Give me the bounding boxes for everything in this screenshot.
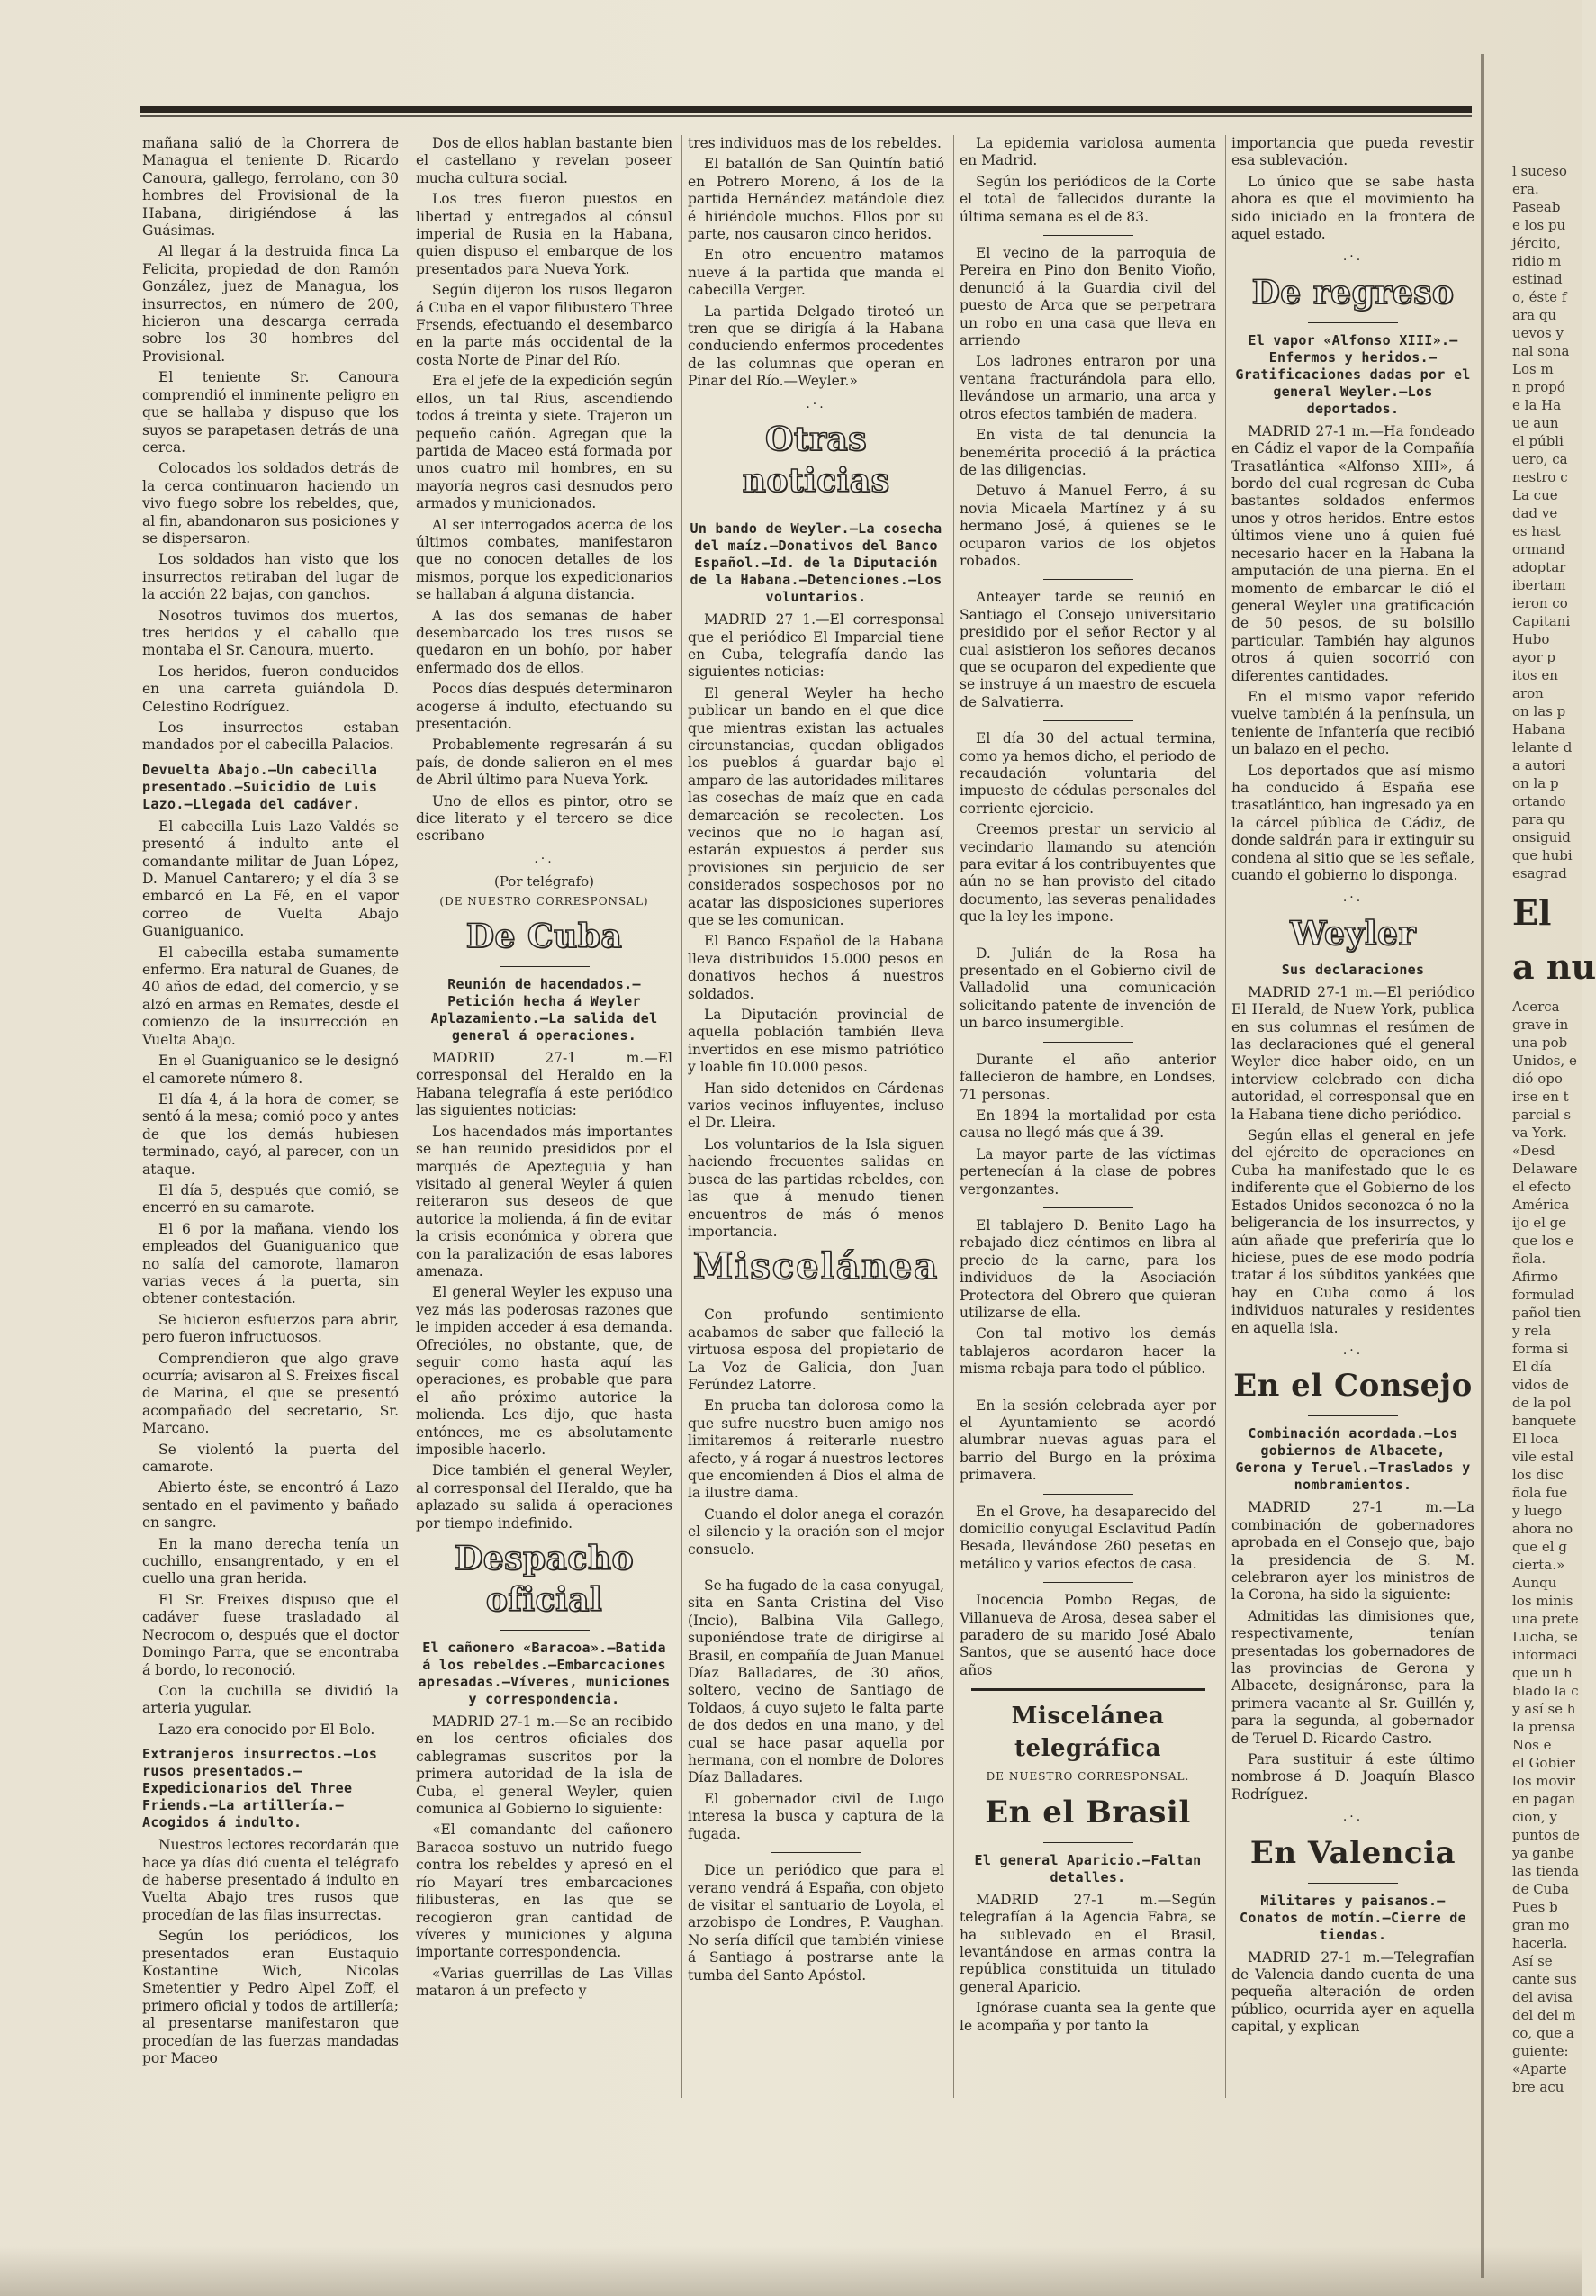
paragraph: «Varias guerrillas de Las Villas mataron á un prefecto y — [416, 1965, 672, 2000]
rule — [971, 1688, 1205, 1691]
page-bottom-shadow — [0, 2246, 1582, 2296]
strip-line: el efecto — [1512, 1179, 1572, 1195]
strip-line: banquete — [1512, 1413, 1577, 1429]
section-heading: En el Brasil — [985, 1794, 1191, 1830]
paragraph: Uno de ellos es pintor, otro se dice literato y el tercero se dice escribano — [416, 792, 672, 845]
rule — [1043, 579, 1133, 580]
paragraph: Abierto éste, se encontró á Lazo sentado en el pavimento y bañado en sangre. — [142, 1479, 399, 1532]
section-heading: Otras noticias — [742, 420, 890, 501]
subheading: El general Aparicio.—Faltan detalles. — [974, 1851, 1202, 1885]
paragraph: El vecino de la parroquia de Pereira en Pino don Benito Vioño, denunció á la Guardia civil del puesto de Arca que se perpetrara un robo en una casa que lleva en arriendo — [960, 245, 1216, 349]
paragraph: Se violentó la puerta del camarote. — [142, 1441, 399, 1476]
section-heading: Despacho oficial — [455, 1540, 634, 1620]
strip-line: ñola fue — [1512, 1485, 1568, 1501]
strip-line: on las p — [1512, 703, 1566, 719]
strip-line: ortando — [1512, 793, 1566, 809]
column-divider — [1225, 135, 1226, 2098]
strip-line: Acerca — [1512, 999, 1560, 1015]
paragraph: En otro encuentro matamos nueve á la partida que manda el cabecilla Verger. — [688, 247, 944, 299]
strip-line: y así se h — [1512, 1701, 1576, 1717]
paragraph: D. Julián de la Rosa ha presentado en el Gobierno civil de Valladolid una comunicación solicitando patente de invención de un barco insumergible. — [960, 945, 1216, 1032]
strip-line: e los pu — [1512, 217, 1566, 233]
strip-line: irse en t — [1512, 1089, 1569, 1105]
paragraph: En la sesión celebrada ayer por el Ayuntamiento se acordó alumbrar nuevas aguas para el barrio del Burgo en la próxima primavera. — [960, 1397, 1216, 1484]
paragraph: MADRID 27-1 m.—El periódico El Herald, de Nuew York, publica en sus columnas el resúmen de las declaraciones qué el general Weyler dice haber oido, en un interview celebrado con dicha autoridad, el corresponsal que en la Habana tiene dicho periódico. — [1231, 983, 1474, 1123]
ornament-separator: .·. — [534, 851, 555, 866]
strip-line: ayor p — [1512, 649, 1555, 665]
paragraph: La Diputación provincial de aquella población también lleva invertidos en ese mismo patriótico y loable fin 10.000 pesos. — [688, 1007, 944, 1076]
strip-line: itos en — [1512, 667, 1558, 683]
paragraph: Inocencia Pombo Regas, de Villanueva de Arosa, desea saber el paradero de su marido José Abalo Santos, que se ausentó hace doce años — [960, 1592, 1216, 1678]
strip-line: ara qu — [1512, 307, 1557, 323]
paragraph: El día 5, después que comió, se encerró en su camarote. — [142, 1181, 399, 1216]
strip-line: Nos e — [1512, 1737, 1552, 1753]
strip-line: vidos de — [1512, 1377, 1569, 1393]
paragraph: MADRID 27-1 m.—Según telegrafían á la Agencia Fabra, se ha sublevado en el Brasil, levantándose en armas contra la república constituida un titulado general Aparicio. — [960, 1891, 1216, 1995]
strip-line: ibertam — [1512, 577, 1566, 593]
paragraph: El tablajero D. Benito Lago ha rebajado diez céntimos en libra al precio de la carne, para los individuos de la Asociación Protectora del Obrero que quieran utilizarse de ella. — [960, 1216, 1216, 1321]
paragraph: Probablemente regresarán á su país, de donde salieron en el mes de Abril último para Nueva York. — [416, 737, 672, 789]
section-heading: De regreso — [1251, 273, 1455, 312]
correspondent-label: DE NUESTRO CORRESPONSAL. — [986, 1770, 1190, 1784]
paragraph: «El comandante del cañonero Baracoa sostuvo un nutrido fuego contra los rebeldes y apresó en el río Mayarí tres embarcaciones filibusteras, en las que se recogieron gran cantidad de víveres y municiones y alguna importante correspondencia. — [416, 1821, 672, 1961]
subheading: Devuelta Abajo.—Un cabecilla presentado.—Suicidio de Luis Lazo.—Llegada del cadáver. — [142, 761, 378, 812]
paragraph: Según ellas el general en jefe del ejército de operaciones en Cuba ha manifestado que le es indiferente que el Gobierno de los Estados Unidos seconozca ó no la beligerancia de los insurrectos, y aún añade que preferiría que lo hiciese, pues de ese modo podría tratar á los súbditos yankées que hay en Cuba como á los individuos naturales y residentes en aquella isla. — [1231, 1127, 1474, 1336]
strip-line: y luego — [1512, 1503, 1563, 1519]
paragraph: MADRID 27-1 m.—Se an recibido en los centros oficiales dos cablegramas suscritos por la primera autoridad de la isla de Cuba, el general Weyler, quien comunica al Gobierno lo siguiente: — [416, 1713, 672, 1818]
strip-line: Afirmo — [1512, 1269, 1558, 1285]
rule — [500, 1630, 590, 1631]
paragraph: El general Weyler les expuso una vez más las poderosas razones que le impiden acceder á esa demanda. Ofrecióles, no obstante, que, de seguir como hasta aquí las operaciones, es probable que para el año próximo autorice la molienda. Les dijo, que hasta entónces, me es absolutamente imposible hacerlo. — [416, 1284, 672, 1458]
strip-line: adoptar — [1512, 559, 1566, 575]
paragraph: La epidemia variolosa aumenta en Madrid. — [960, 135, 1216, 169]
column-3 — [688, 135, 944, 2098]
paragraph: La mayor parte de las víctimas pertenecían á la clase de pobres vergonzantes. — [960, 1145, 1216, 1198]
paragraph: En 1894 la mortalidad por esta causa no llegó más que á 39. — [960, 1107, 1216, 1142]
paragraph: Según los periódicos, los presentados eran Eustaquio Kostantine Wich, Nicolas Smetentier y Pedro Alpel Zoff, el primero oficial y todos de artillería; al presentarse manifestaron que procedían de las fuerzas mandadas por Maceo — [142, 1928, 399, 2066]
paragraph: Dice un periódico que para el verano vendrá á España, con objeto de visitar el santuario de Loyola, el arzobispo de Londres, P. Vaughan. No sería difícil que también viniese á Santiago á postrarse ante la tumba del Santo Apóstol. — [688, 1862, 944, 1984]
paragraph: El cabecilla estaba sumamente enfermo. Era natural de Guanes, de 40 años de edad, del comercio, y se alzó en armas en Remates, desde el comienzo de la insurrección en Vuelta Abajo. — [142, 944, 399, 1048]
paragraph: Durante el año anterior fallecieron de hambre, en Londses, 71 personas. — [960, 1051, 1216, 1103]
paragraph: El cabecilla Luis Lazo Valdés se presentó á indulto ante el comandante militar de Juan López, D. Manuel Cantarero; y el día 3 se embarcó en La Fé, en el vapor correo de Vuelta Abajo Guaniguanico. — [142, 818, 399, 940]
strip-line: dad ve — [1512, 505, 1558, 521]
strip-line: cierta.» — [1512, 1557, 1565, 1573]
strip-line: guiente: — [1512, 2043, 1569, 2059]
paragraph: Nosotros tuvimos dos muertos, tres heridos y el caballo que montaba el Sr. Canoura, muerto. — [142, 607, 399, 659]
paragraph: Los insurrectos estaban mandados por el cabecilla Palacios. — [142, 719, 399, 754]
strip-line: uevos y — [1512, 325, 1564, 341]
paragraph: Lazo era conocido por El Bolo. — [158, 1721, 375, 1738]
column-2 — [416, 135, 672, 2098]
ornament-separator: .·. — [1342, 249, 1364, 265]
section-heading: Miscelánea telegráfica — [1011, 1703, 1165, 1763]
paragraph: Con tal motivo los demás tablajeros acordaron hacer la misma rebaja para todo el público. — [960, 1325, 1216, 1378]
column-divider — [953, 135, 954, 2098]
subheading: El vapor «Alfonso XIII».—Enfermos y heridos.—Gratificaciones dadas por el general Weyler.—Los deportados. — [1235, 331, 1471, 417]
paragraph: Al ser interrogados acerca de los últimos combates, manifestaron que no conocen detalles de los mismos, porque los expedicionarios se hallaban á alguna distancia. — [416, 516, 672, 603]
strip-line: jército, — [1512, 235, 1561, 251]
section-heading: En Valencia — [1249, 1834, 1456, 1871]
rule — [1308, 322, 1398, 323]
strip-line: ieron co — [1512, 595, 1568, 611]
ornament-separator: .·. — [1342, 890, 1364, 906]
strip-line: grave in — [1512, 1017, 1569, 1033]
paragraph: Los voluntarios de la Isla siguen haciendo frecuentes salidas en busca de las partidas rebeldes, con las que á menudo tienen encuentros de más ó menos importancia. — [688, 1135, 944, 1240]
paragraph: Anteayer tarde se reunió en Santiago el Consejo universitario presidido por el señor Rector y al cual asistieron los señores decanos que se ocuparon del expediente que se instruye á un maestro de escuela de Salvatierra. — [960, 589, 1216, 710]
strip-line: n propó — [1512, 379, 1565, 395]
strip-line: vile estal — [1512, 1449, 1574, 1465]
paragraph: El batallón de San Quintín batió en Potrero Moreno, á los de la partida Hernández matándole diez é hiriéndole muchos. Ellos por su parte, nos causaron cinco heridos. — [688, 156, 944, 243]
paragraph: Se hicieron esfuerzos para abrir, pero fueron infructuosos. — [142, 1311, 399, 1346]
rule — [771, 1852, 861, 1853]
strip-line: que hubi — [1512, 847, 1573, 863]
strip-line: forma si — [1512, 1341, 1569, 1357]
strip-line: aron — [1512, 685, 1544, 701]
strip-line: gran mo — [1512, 1917, 1570, 1933]
strip-line: a autori — [1512, 757, 1566, 773]
paragraph: El Sr. Freixes dispuso que el cadáver fuese trasladado al Necrocom o, después que el doctor Domingo Parra, que se encontraba á bordo, lo reconoció. — [142, 1591, 399, 1678]
subheading: Combinación acordada.—Los gobiernos de Albacete, Gerona y Teruel.—Traslados y nombramientos. — [1235, 1425, 1471, 1494]
strip-line: ue aun — [1512, 415, 1559, 431]
paragraph: El día 30 del actual termina, como ya hemos dicho, el periodo de recaudación voluntaria del impuesto de cédulas personales del corriente ejercicio. — [960, 730, 1216, 817]
strip-line: bre acu — [1512, 2079, 1564, 2095]
strip-line: los disc — [1512, 1467, 1564, 1483]
paragraph: En el Guaniguanico se le designó el camorete número 8. — [142, 1053, 399, 1087]
strip-line: los movir — [1512, 1773, 1575, 1789]
paragraph: A las dos semanas de haber desembarcado los tres rusos se quedaron en un bohío, por haber enfermado dos de ellos. — [416, 607, 672, 676]
paragraph: Creemos prestar un servicio al vecindario llamando su atención para evitar á los contribuyentes que aún no se han provisto del citado documento, las severas penalidades que la ley les impone. — [960, 821, 1216, 926]
paragraph: Los tres fueron puestos en libertad y entregados al cónsul imperial de Rusia en la Habana, quien dispuso el embarque de los presentados para Nueva York. — [416, 191, 672, 277]
strip-line: estinad — [1512, 271, 1563, 287]
ornament-separator: .·. — [806, 396, 826, 411]
strip-line: las tienda — [1512, 1863, 1580, 1879]
strip-line: o, éste f — [1512, 289, 1567, 305]
strip-heading: a nu — [1512, 946, 1596, 987]
strip-line: El loca — [1512, 1431, 1559, 1447]
paragraph: importancia que pueda revestir esa sublevación. — [1231, 135, 1474, 169]
paragraph: Dos de ellos hablan bastante bien el castellano y revelan poseer mucha cultura social. — [416, 135, 672, 186]
strip-line: Lucha, se — [1512, 1629, 1578, 1645]
paragraph: Detuvo á Manuel Ferro, á su novia Micaela Martínez y á su hermano José, á quienes se le ocuparon varios de los objetos robados. — [960, 483, 1216, 569]
strip-lines — [1512, 162, 1582, 882]
strip-line: del avisa — [1512, 1989, 1573, 2005]
strip-line: parcial s — [1512, 1107, 1572, 1123]
paragraph: MADRID 27 1.—El corresponsal que el periódico El Imparcial tiene en Cuba, telegrafía dando las siguientes noticias: — [688, 611, 944, 681]
subheading: Militares y paisanos.—Conatos de motín.—Cierre de tiendas. — [1240, 1892, 1466, 1943]
rule — [1043, 1582, 1133, 1583]
adjacent-page-strip — [1512, 162, 1596, 2095]
strip-line: va York. — [1512, 1125, 1567, 1141]
paragraph: Pocos días después determinaron acogerse á indulto, efectuando su presentación. — [416, 681, 672, 732]
strip-line: onsiguid — [1512, 829, 1571, 845]
strip-line: ya ganbe — [1512, 1845, 1574, 1861]
paragraph: Los soldados han visto que los insurrectos retiraban del lugar de la acción 22 bajas, con ganchos. — [142, 551, 399, 603]
paragraph: Con profundo sentimiento acabamos de saber que falleció la virtuosa esposa del propietario de La Voz de Galicia, don Juan Ferúndez Latorre. — [688, 1306, 944, 1393]
paragraph: MADRID 27-1 m.—Ha fondeado en Cádiz el vapor de la Compañía Trasatlántica «Alfonso XIII», á bordo del cual regresan de Cuba bastantes soldados enfermos unos y otros heridos. Entre estos últimos viene uno á quien fué necesario hacer en la Habana la amputación de una pierna. En el momento de embarcar le dió el general Weyler una gratificación de 50 pesos, de su bolsillo particular. También hay algunos otros á quien socorrió con diferentes cantidades. — [1231, 422, 1474, 684]
subheading: Reunión de hacendados.—Petición hecha á Weyler Aplazamiento.—La salida del general á operaciones. — [430, 976, 658, 1044]
strip-line: e la Ha — [1512, 397, 1562, 413]
strip-line: una pob — [1512, 1035, 1568, 1051]
strip-line: on la p — [1512, 775, 1559, 791]
strip-line: que un h — [1512, 1665, 1573, 1681]
rule — [1308, 1415, 1398, 1416]
paragraph: MADRID 27-1 m.—Telegrafían de Valencia dando cuenta de una pequeña alteración de orden público, ocurrida ayer en aquella capital, y explican — [1231, 1948, 1474, 2036]
strip-line: es hast — [1512, 523, 1561, 539]
strip-line: hacerla. — [1512, 1935, 1568, 1951]
paragraph: mañana salió de la Chorrera de Managua el teniente D. Ricardo Canoura, gallego, ferrolano, con 30 hombres del Provisional de la Habana, dirigiéndose á las Guásimas. — [142, 135, 399, 240]
strip-line: nestro c — [1512, 469, 1568, 485]
paragraph: Se ha fugado de la casa conyugal, sita en Santa Cristina del Viso (Incio), Balbina Vila Gallego, suponiéndose trate de dirigirse al Brasil, en compañía de Juan Manuel Díaz Balladares, de 30 años, soltero, vecino de Santiago de Toldaos, á cuyo sujeto le falta parte de dos dedos en una mano, y del cual se hace pasar aquella por hermana, con el nombre de Dolores Díaz Balladares. — [688, 1577, 944, 1786]
strip-line: Unidos, e — [1512, 1053, 1577, 1069]
paragraph: Era el jefe de la expedición según ellos, un tal Rius, ascendiendo todos á treinta y siete. Trajeron un pequeño cañón. Agregan que la partida de Maceo está formada por unos cuatro mil hombres, en su mayoría negros casi desnudos pero armados y municionados. — [416, 373, 672, 512]
section-heading: De Cuba — [465, 917, 623, 956]
paragraph: Los hacendados más importantes se han reunido presididos por el marqués de Apezteguia y han visitado al general Weyler á quien reiteraron sus deseos de que autorice la molienda, á fin de evitar la crisis económica y obrera que con la paralización de esas labores amenaza. — [416, 1123, 672, 1279]
paragraph: Al llegar á la destruida finca La Felicita, propiedad de don Ramón González, juez de Managua, los insurrectos, en número de 200, hicieron una descarga cerrada sobre los 30 hombres del Provisional. — [142, 243, 399, 365]
strip-line: ahora no — [1512, 1521, 1573, 1537]
paragraph: Lo único que se sabe hasta ahora es que el movimiento ha sido iniciado en la frontera de aquel estado. — [1231, 173, 1474, 243]
paragraph: En la mano derecha tenía un cuchillo, ensangrentado, y en el cuello una gran herida. — [142, 1535, 399, 1587]
strip-line: cante sus — [1512, 1971, 1577, 1987]
paragraph: MADRID 27-1 m.—El corresponsal del Heraldo en la Habana telegrafía á este periódico las siguientes noticias: — [416, 1050, 672, 1119]
strip-line: Así se — [1512, 1953, 1553, 1969]
paragraph: La partida Delgado tiroteó un tren que se dirigía á la Habana conduciendo enfermos procedentes de las columnas que operan en Pinar del Río.—Weyler.» — [688, 303, 944, 390]
paragraph: Comprendieron que algo grave ocurría; avisaron al S. Freixes fiscal de Marina, el que se presentó acompañado del secretario, Sr. Marcano. — [142, 1350, 399, 1437]
strip-line: blado la c — [1512, 1683, 1579, 1699]
rule — [1043, 235, 1133, 236]
top-rule — [140, 106, 1472, 113]
paragraph: El Banco Español de la Habana lleva distribuidos 15.000 pesos en donativos hechos á nuestros soldados. — [688, 933, 944, 1002]
paragraph: Ignórase cuanta sea la gente que le acompaña y por tanto la — [960, 2000, 1216, 2034]
strip-line: el públi — [1512, 433, 1564, 449]
strip-line: ridio m — [1512, 253, 1562, 269]
paragraph: Para sustituir á este último nombrose á D. Joaquín Blasco Rodríguez. — [1231, 1751, 1474, 1803]
rule — [500, 966, 590, 967]
strip-line: ijo el ge — [1512, 1215, 1567, 1231]
rule — [1043, 1207, 1133, 1208]
paragraph: En el Grove, ha desaparecido del domicilio conyugal Esclavitud Padín Besada, llevándose 260 pesetas en metálico y varios efectos de casa. — [960, 1503, 1216, 1572]
column-1 — [142, 135, 399, 2098]
strip-line: pañol tien — [1512, 1305, 1582, 1321]
paragraph: El día 4, á la hora de comer, se sentó á la mesa; comió poco y antes de que los demás hubiesen terminado, cayó, al parecer, con un ataque. — [142, 1090, 399, 1178]
strip-line: Aunqu — [1512, 1575, 1557, 1591]
strip-line: que los e — [1512, 1233, 1574, 1249]
strip-line: «Desd — [1512, 1143, 1555, 1159]
paragraph: Según los periódicos de la Corte el total de fallecidos durante la última semana es el de 83. — [960, 173, 1216, 225]
strip-line: puntos de — [1512, 1827, 1580, 1843]
paragraph: Cuando el dolor anega el corazón el silencio y la oración son el mejor consuelo. — [688, 1505, 944, 1558]
ornament-separator: .·. — [1342, 1810, 1364, 1825]
column-divider — [681, 135, 682, 2098]
strip-line: nal sona — [1512, 343, 1570, 359]
strip-line: uero, ca — [1512, 451, 1568, 467]
strip-line: co, que a — [1512, 2025, 1574, 2041]
paragraph: Han sido detenidos en Cárdenas varios vecinos influyentes, incluso el Dr. Lleira. — [688, 1080, 944, 1132]
paragraph: En vista de tal denuncia la benemérita procedió á la práctica de las diligencias. — [960, 427, 1216, 478]
strip-line: Los m — [1512, 361, 1554, 377]
paragraph: Según dijeron los rusos llegaron á Cuba en el vapor filibustero Three Frsends, efectuando el desembarco en la parte más occidental de la costa Norte de Pinar del Río. — [416, 282, 672, 368]
strip-line: del del m — [1512, 2007, 1576, 2023]
strip-line: el Gobier — [1512, 1755, 1575, 1771]
strip-line: esagrad — [1512, 865, 1567, 881]
ornament-separator: .·. — [1342, 1342, 1364, 1358]
strip-line: de la pol — [1512, 1395, 1572, 1411]
strip-line: dió opo — [1512, 1071, 1563, 1087]
rule — [1043, 720, 1133, 721]
strip-line: una prete — [1512, 1611, 1579, 1627]
strip-lines — [1512, 998, 1582, 2096]
subheading: Un bando de Weyler.—La cosecha del maíz.—Donativos del Banco Español.—Id. de la Diputación de la Habana.—Detenciones.—Los voluntarios. — [690, 520, 942, 606]
paragraph: Colocados los soldados detrás de la cerca continuaron haciendo un vivo fuego sobre los rebeldes, que, al fin, abandonaron sus posiciones y se dispersaron. — [142, 460, 399, 547]
subheading: Extranjeros insurrectos.—Los rusos presentados.—Expedicionarios del Three Friends.—La artillería.—Acogidos á indulto. — [142, 1746, 378, 1831]
strip-line: que el g — [1512, 1539, 1567, 1555]
telegraph-label: (Por telégrafo) — [493, 873, 595, 890]
section-heading: Miscelánea — [692, 1245, 940, 1288]
correspondent-label: (DE NUESTRO CORRESPONSAL) — [439, 894, 649, 908]
strip-line: era. — [1512, 181, 1539, 197]
paragraph: El general Weyler ha hecho publicar un bando en el que dice que mientras existan las actuales circunstancias, quedan obligados los pueblos á guardar bajo el amparo de las autoridades militares las cosechas de maíz que en cada demarcación se recolecten. Los vecinos que no lo hagan así, estarán expuestos á perder sus provisiones sin perjuicio de ser considerados sospechosos por no acatar las disposiciones superiores que se les comunican. — [688, 684, 944, 928]
strip-line: en pagan — [1512, 1791, 1576, 1807]
subheading: Sus declaraciones — [1281, 961, 1425, 978]
paragraph: En el mismo vapor referido vuelve también á la península, un teniente de Infantería que recibió un balazo en el pecho. — [1231, 688, 1474, 758]
rule — [1308, 1883, 1398, 1884]
paragraph: Nuestros lectores recordarán que hace ya días dió cuenta el telégrafo de haberse presentado á indulto en Vuelta Abajo tres rusos que procedían de las filas insurrectas. — [142, 1837, 399, 1923]
strip-line: Hubo — [1512, 631, 1550, 647]
strip-line: cion, y — [1512, 1809, 1557, 1825]
right-margin-rule — [1481, 54, 1484, 2278]
strip-line: Habana — [1512, 721, 1566, 737]
paragraph: Admitidas las dimisiones que, respectivamente, tenían presentadas los gobernadores de las provincias de Gerona y Albacete, designáronse, para la primera vacante al Sr. Guillén y, para la segunda, al gobernador de Teruel D. Ricardo Castro. — [1231, 1607, 1474, 1747]
strip-line: «Aparte — [1512, 2061, 1567, 2077]
strip-line: Capitani — [1512, 613, 1571, 629]
strip-line: formulad — [1512, 1287, 1574, 1303]
paragraph: El teniente Sr. Canoura comprendió el inminente peligro en que se hallaba y dispuso que los suyos se parapetasen detrás de una cerca. — [142, 369, 399, 456]
strip-line: ñola. — [1512, 1251, 1546, 1267]
strip-line: La cue — [1512, 487, 1558, 503]
strip-line: los minis — [1512, 1593, 1573, 1609]
strip-line: de Cuba — [1512, 1881, 1569, 1897]
strip-line: para qu — [1512, 811, 1565, 827]
strip-line: informaci — [1512, 1647, 1578, 1663]
paragraph: Los ladrones entraron por una ventana fracturándola para ello, llevándose un armario, una arca y otros efectos también de madera. — [960, 353, 1216, 422]
subheading: El cañonero «Baracoa».—Batida á los rebeldes.—Embarcaciones apresadas.—Víveres, municiones y correspondencia. — [418, 1640, 671, 1708]
paragraph: En prueba tan dolorosa como la que sufre nuestro buen amigo nos limitaremos á reiterarle nuestro afecto, y á rogar á nuestros lectores que encomienden á Dios el alma de la ilustre dama. — [688, 1397, 944, 1502]
column-5 — [1231, 135, 1474, 2098]
paragraph: Los deportados que así mismo ha conducido á España ese trasatlántico, han ingresado ya en la cárcel pública de Cádiz, de donde saldrán para ir extinguir su condena al sitio que se les señale, cuando el gobierno lo disponga. — [1231, 762, 1474, 883]
section-heading: Weyler — [1290, 914, 1416, 953]
strip-line: l suceso — [1512, 163, 1567, 179]
paragraph: El gobernador civil de Lugo interesa la busca y captura de la fugada. — [688, 1790, 944, 1842]
paragraph: Los heridos, fueron conducidos en una carreta guiándola D. Celestino Rodríguez. — [142, 663, 399, 715]
strip-line: Pues b — [1512, 1899, 1558, 1915]
paragraph: Dice también el general Weyler, al corresponsal del Heraldo, que ha aplazado su salida á operaciones por tiempo indefinido. — [416, 1462, 672, 1532]
paragraph: MADRID 27-1 m.—La combinación de gobernadores aprobada en el Consejo que, bajo la presidencia de S. M. celebraron ayer los ministros de la Corona, ha sido la siguiente: — [1231, 1499, 1474, 1604]
strip-line: Paseab — [1512, 199, 1561, 215]
rule — [1043, 1042, 1133, 1043]
strip-heading: El — [1512, 892, 1552, 933]
strip-line: El día — [1512, 1359, 1552, 1375]
column-4 — [960, 135, 1216, 2098]
strip-line: América — [1512, 1197, 1570, 1213]
strip-line: la prensa — [1512, 1719, 1576, 1735]
strip-line: lelante d — [1512, 739, 1573, 755]
rule — [1043, 1494, 1133, 1495]
top-rule-thin — [140, 115, 1472, 117]
strip-line: Delaware — [1512, 1161, 1578, 1177]
paragraph: tres individuos mas de los rebeldes. — [688, 135, 942, 151]
paragraph: El 6 por la mañana, viendo los empleados del Guaniguanico que no salía del camorote, llamaron varias veces á la puerta, sin obtener contestación. — [142, 1220, 399, 1307]
strip-line: ormand — [1512, 541, 1565, 557]
rule — [1043, 1842, 1133, 1843]
strip-line: y rela — [1512, 1323, 1552, 1339]
section-heading: En el Consejo — [1233, 1368, 1473, 1405]
paragraph: Con la cuchilla se dividió la arteria yugular. — [142, 1682, 399, 1717]
